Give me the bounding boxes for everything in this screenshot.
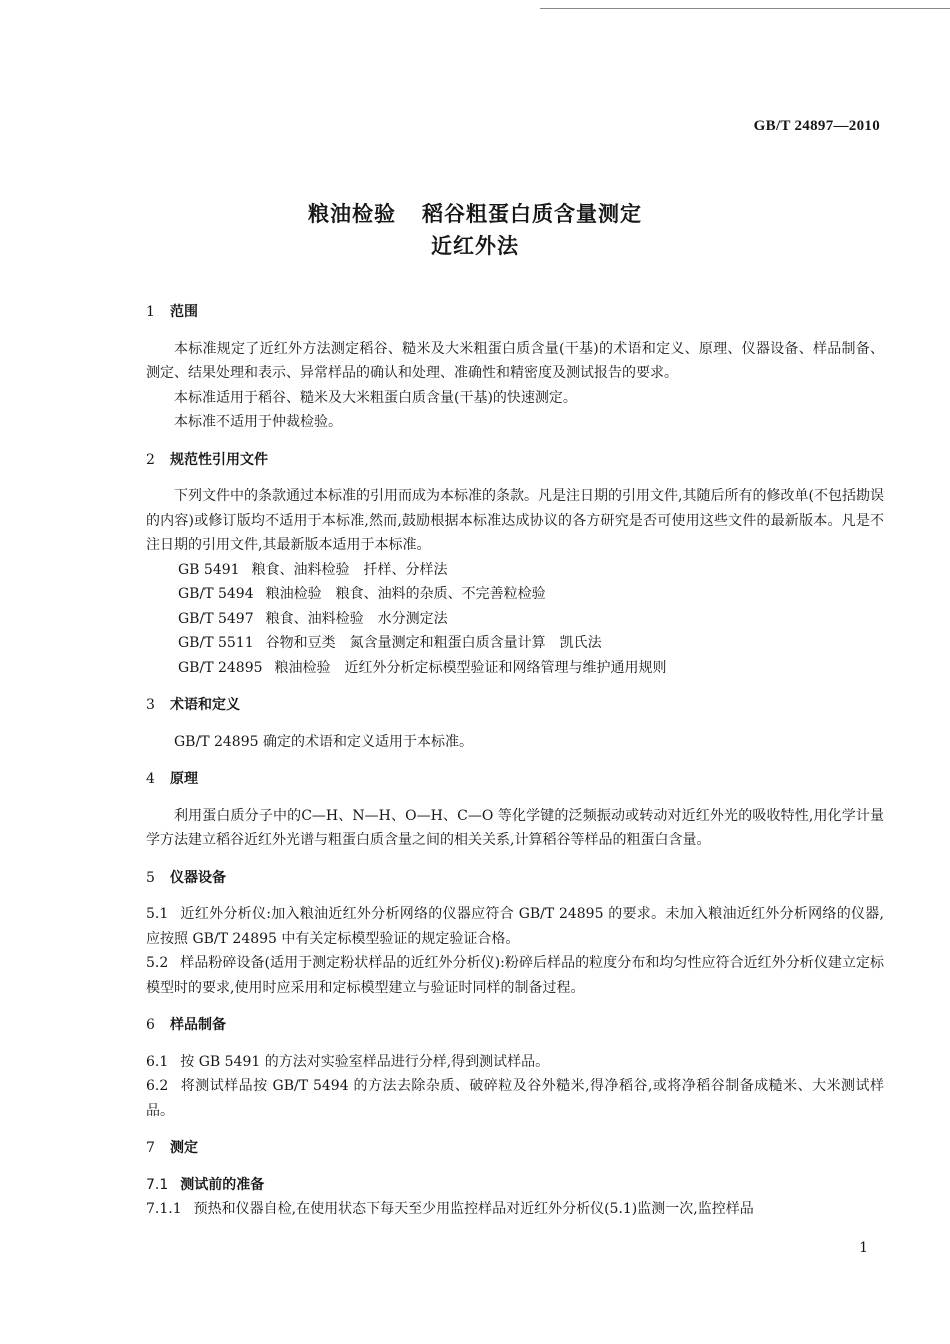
section-7-heading: 7 测定 — [146, 1140, 198, 1156]
title-line-1 — [0, 198, 950, 230]
section-6-heading: 6 样品制备 — [146, 1017, 226, 1033]
reference-item: GB/T 24895 粮油检验 近红外分析定标模型验证和网络管理与维护通用规则 — [178, 659, 667, 676]
section-3-heading: 3 术语和定义 — [146, 697, 240, 713]
section-2-paragraph-1: 下列文件中的条款通过本标准的引用而成为本标准的条款。凡是注日期的引用文件,其随后所有的修改单(不包括勘误的内容)或修订版均不适用于本标准,然而,鼓励根据本标准达成协议的各方研究是否可使用这些文件的最新版本。凡是不注日期的引用文件,其最新版本适用于本标准。 — [146, 488, 884, 553]
standard-code: GB/T 24897—2010 — [753, 118, 880, 134]
title-line-2: 近红外法 — [431, 234, 519, 258]
section-1-paragraph-2: 本标准适用于稻谷、糙米及大米粗蛋白质含量(干基)的快速测定。 — [174, 389, 577, 406]
section-1-heading: 1 范围 — [146, 304, 198, 320]
section-1-paragraph-3: 本标准不适用于仲裁检验。 — [174, 414, 342, 430]
clause-5-1: 5.1 近红外分析仪:加入粮油近红外分析网络的仪器应符合 GB/T 24895 的要求。未加入粮油近红外分析网络的仪器,应按照 GB/T 24895 中有关定标模型验证的规定验证合格。 — [146, 906, 884, 947]
document-title — [0, 198, 950, 262]
reference-item: GB/T 5494 粮油检验 粮食、油料的杂质、不完善粒检验 — [178, 586, 546, 602]
section-4-heading: 4 原理 — [146, 771, 198, 787]
reference-item: GB/T 5497 粮食、油料检验 水分测定法 — [178, 610, 448, 627]
section-5-heading: 5 仪器设备 — [146, 869, 226, 886]
subsection-7-1-heading: 7.1 测试前的准备 — [146, 1176, 265, 1193]
reference-item: GB 5491 粮食、油料检验 扦样、分样法 — [178, 561, 448, 578]
section-3-paragraph-1: GB/T 24895 确定的术语和定义适用于本标准。 — [174, 733, 473, 750]
clause-7-1-1: 7.1.1 预热和仪器自检,在使用状态下每天至少用监控样品对近红外分析仪(5.1)监测一次,监控样品 — [146, 1201, 754, 1217]
title-part-a: 粮油检验 — [308, 202, 396, 226]
clause-6-1: 6.1 按 GB 5491 的方法对实验室样品进行分样,得到测试样品。 — [146, 1053, 550, 1070]
reference-item: GB/T 5511 谷物和豆类 氮含量测定和粗蛋白质含量计算 凯氏法 — [178, 635, 602, 651]
page-number: 1 — [859, 1240, 868, 1256]
section-2-heading: 2 规范性引用文件 — [146, 451, 268, 468]
section-4-paragraph-1: 利用蛋白质分子中的C—H、N—H、O—H、C—O 等化学键的泛频振动或转动对近红外光的吸收特性,用化学计量学方法建立稻谷近红外光谱与粗蛋白质含量之间的相关关系,计算稻谷等样品的粗蛋白含量。 — [146, 807, 884, 848]
title-part-b: 稻谷粗蛋白质含量测定 — [422, 202, 642, 226]
top-rule — [540, 8, 950, 9]
clause-5-2: 5.2 样品粉碎设备(适用于测定粉状样品的近红外分析仪):粉碎后样品的粒度分布和均匀性应符合近红外分析仪建立定标模型时的要求,使用时应采用和定标模型建立与验证时同样的制备过程。 — [146, 955, 884, 996]
section-1-paragraph-1: 本标准规定了近红外方法测定稻谷、糙米及大米粗蛋白质含量(干基)的术语和定义、原理、仪器设备、样品制备、测定、结果处理和表示、异常样品的确认和处理、准确性和精密度及测试报告的要求。 — [146, 340, 884, 381]
clause-6-2: 6.2 将测试样品按 GB/T 5494 的方法去除杂质、破碎粒及谷外糙米,得净稻谷,或将净稻谷制备成糙米、大米测试样品。 — [146, 1078, 884, 1119]
document-body — [146, 300, 884, 1222]
